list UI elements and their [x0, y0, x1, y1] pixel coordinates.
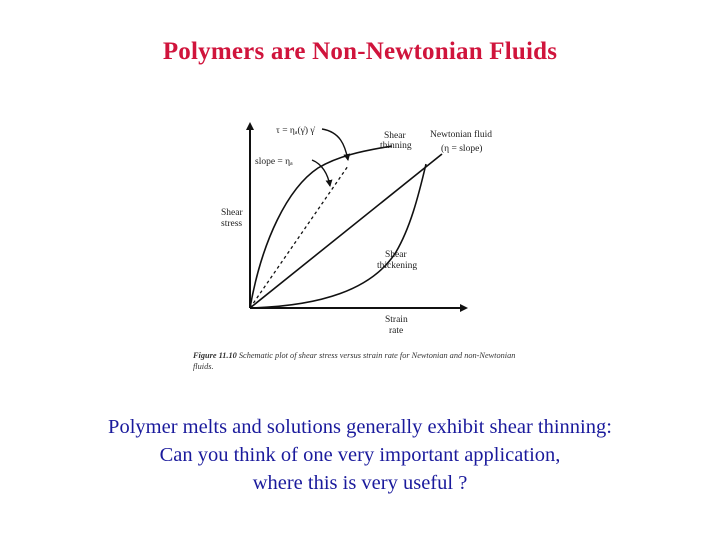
caption-number: Figure 11.10	[193, 351, 237, 360]
slope-label: slope = ηₐ	[255, 157, 293, 167]
equation-label: τ = ηₐ(γ̇) γ̇	[276, 126, 315, 136]
secant-slope-line	[250, 166, 348, 308]
figure-caption	[193, 350, 533, 372]
body-text-line3: where this is very useful ?	[252, 472, 468, 494]
shear-thinning-label-line1: Shear	[384, 131, 406, 141]
shear-thickening-label-line1: Shear	[385, 250, 407, 260]
caption-text: Schematic plot of shear stress versus strain rate for Newtonian and non-Newtonian fluids.	[193, 351, 516, 371]
newtonian-label-line1: Newtonian fluid	[430, 130, 493, 140]
newtonian-curve	[250, 154, 442, 308]
newtonian-label-line2: (η = slope)	[441, 144, 483, 154]
shear-thinning-curve	[250, 146, 392, 308]
body-text-line2: Can you think of one very important application,	[159, 444, 561, 466]
y-axis-label-line1: Shear	[221, 208, 243, 218]
slide-title: Polymers are Non-Newtonian Fluids	[162, 38, 558, 65]
shear-thickening-label-line2: thickening	[377, 261, 418, 271]
shear-thinning-label-line2: thinning	[380, 141, 412, 151]
y-axis-label-line2: stress	[221, 219, 243, 229]
equation-arrow	[322, 129, 348, 160]
x-axis-label-line2: rate	[389, 326, 404, 336]
x-axis-label-line1: Strain	[385, 315, 408, 325]
body-text-line1: Polymer melts and solutions generally exhibit shear thinning:	[108, 416, 612, 438]
